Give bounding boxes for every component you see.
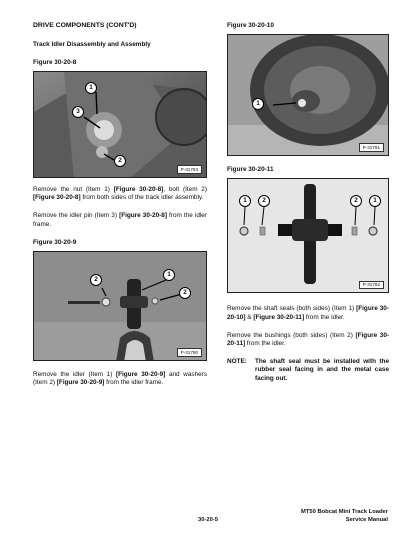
photo-code: P-31790 (177, 348, 202, 357)
section-title: DRIVE COMPONENTS (CONT'D) (33, 22, 137, 29)
paragraph-remove-seals: Remove the shaft seals (both sides) (Item 1) [Figure 30-20-10] & [Figure 30-20-11] from the idler. (227, 305, 389, 321)
figure-label: Figure 30-20-10 (227, 22, 274, 29)
page-number: 30-20-5 (198, 517, 218, 523)
photo-code: P-31792 (359, 281, 384, 290)
idler-removed-photo (34, 252, 207, 361)
idler-seals-photo (228, 179, 389, 293)
callout-item-1: 1 (239, 195, 251, 207)
figure-label: Figure 30-20-11 (227, 166, 274, 174)
figure-photo-idler-frame (33, 71, 207, 178)
note-label: NOTE: (227, 358, 247, 366)
idler-wheel-photo (228, 35, 389, 156)
photo-code: P-31791 (359, 143, 384, 152)
callout-item-3: 3 (72, 106, 84, 118)
figure-label: Figure 30-20-8 (33, 58, 77, 66)
manual-title-line2: Service Manual (345, 516, 388, 523)
paragraph-remove-bushings: Remove the bushings (both sides) (Item 2) [Figure 30-20-11] from the idler. (227, 331, 389, 347)
paragraph-remove-pin: Remove the idler pin (Item 3) [Figure 30-20-8] from the idler frame. (33, 212, 207, 228)
sub-title: Track Idler Disassembly and Assembly (33, 40, 151, 48)
left-column (33, 22, 207, 397)
figure-photo-idler-removed (33, 251, 207, 361)
note-text: The shaft seal must be installed with the rubber seal facing in and the metal case facing out. (255, 358, 389, 382)
paragraph-remove-idler: Remove the idler (Item 1) [Figure 30-20-9] and washers (Item 2) [Figure 30-20-9] from the idler frame. (33, 371, 207, 387)
photo-code: P-31793 (177, 165, 202, 174)
paragraph-remove-nut: Remove the nut (Item 1) [Figure 30-20-8], bolt (Item 2) [Figure 30-20-8] from both sides of the track idler assembly. (33, 186, 207, 202)
callout-item-2: 2 (90, 274, 102, 286)
right-column (227, 22, 389, 383)
callout-item-2: 2 (258, 195, 270, 207)
manual-title (301, 509, 388, 525)
callout-item-1: 1 (369, 195, 381, 207)
callout-item-1: 1 (163, 269, 175, 281)
figure-photo-idler-seals (227, 178, 389, 293)
figure-label: Figure 30-20-9 (33, 238, 77, 246)
callout-item-2: 2 (350, 195, 362, 207)
callout-item-2: 2 (114, 155, 126, 167)
callout-item-2: 2 (179, 287, 191, 299)
note-block (227, 358, 389, 383)
figure-photo-idler-wheel (227, 34, 389, 156)
callout-item-1: 1 (252, 98, 264, 110)
callout-item-1: 1 (85, 82, 97, 94)
manual-title-line1: MT50 Bobcat Mini Track Loader (301, 509, 388, 515)
